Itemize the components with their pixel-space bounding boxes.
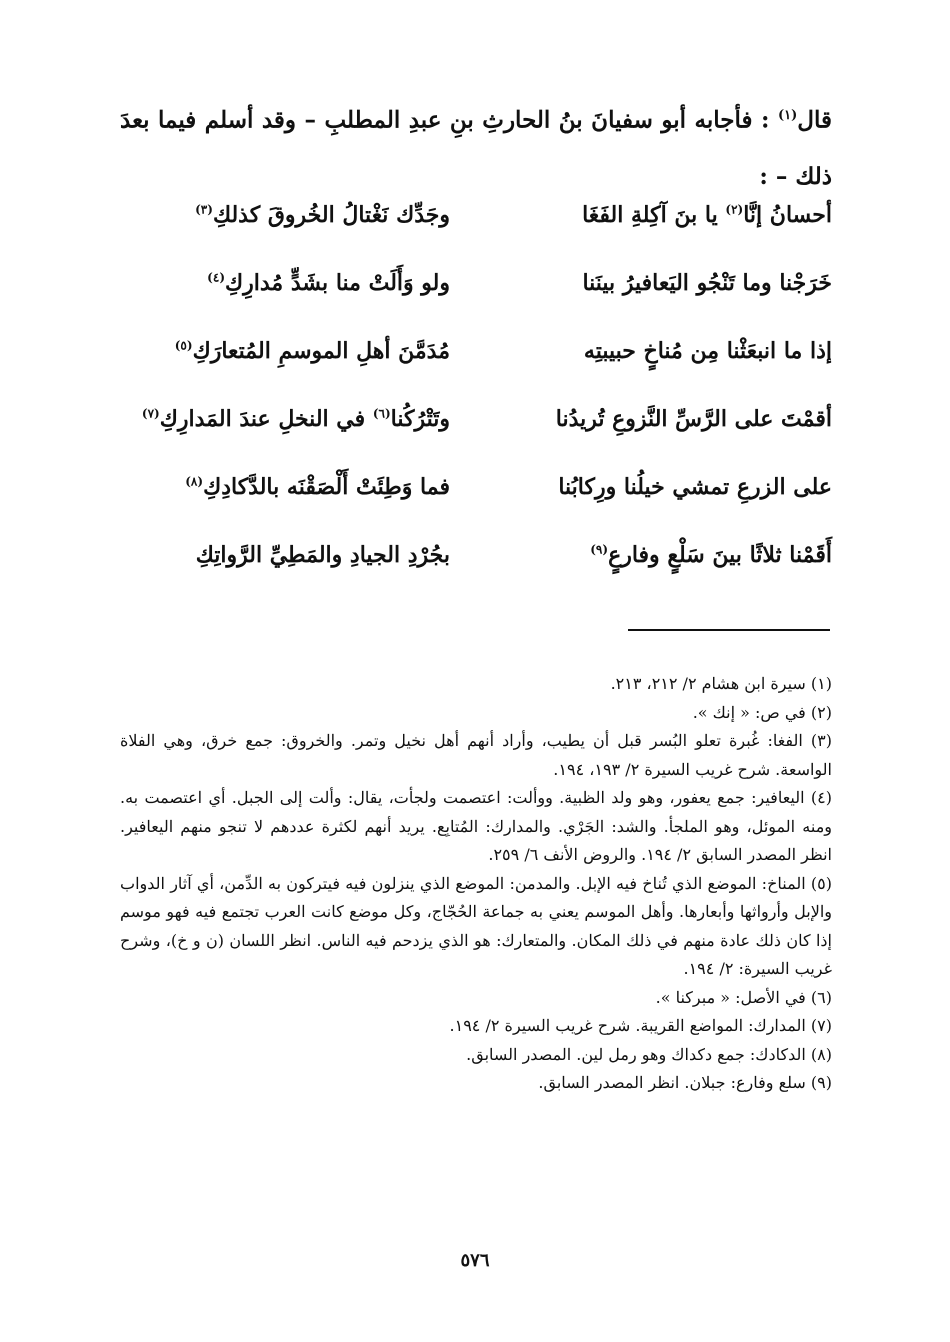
intro-lead: قال xyxy=(797,106,832,134)
intro-text: : فأجابه أبو سفيانَ بنُ الحارثِ بنِ عبدِ المطلبِ – وقد أسلم فيما بعدَ ذلك – : xyxy=(120,106,832,190)
footnote: (٣) الفغا: غُبرة تعلو البُسر قبل أن يطيب، وأراد أنهم أهل نخيل وتمر. والخروق: جمع خرق، وهي الفلاة الواسعة. شرح غريب السيرة ٢/ ١٩٣، ١٩٤. xyxy=(120,731,832,779)
footnote: (٥) المناخ: الموضع الذي تُناخ فيه الإبل. والمدمن: الموضع الذي ينزلون فيه فيتركون به الدِّمن، أي آثار الدواب والإبل وأرواثها وأبعارها. وأهل الموسم يعني به جماعة الحُجّاج، وكل موضع كانت العرب تجتمع فيه فهو موسم إذا كان ذلك عادة منهم في ذلك المكان. والمتعارك: هو الذي يزدحم فيه الناس. انظر اللسان (ن و خ)، وشرح غريب السيرة: ٢/ ١٩٤. xyxy=(120,873,833,978)
poem-verse xyxy=(120,542,832,582)
hemistich-first: خَرَجْنا وما تَنْجُو اليَعافيرُ بينَنا xyxy=(582,270,832,296)
footnote: (١) سيرة ابن هشام ٢/ ٢١٢، ٢١٣. xyxy=(610,674,832,693)
hemistich-second: بجُرْدِ الجيادِ والمَطِيِّ الرَّواتِكِ xyxy=(195,542,450,568)
footnote: (٨) الدكادك: جمع دكداك وهو رمل لين. المصدر السابق. xyxy=(466,1044,832,1064)
footnote-separator xyxy=(628,629,830,631)
hemistich-second: وتَتْرُكُنا$^{(٦)}$ في النخلِ عندَ المَدارِكِ$^{(٧)}$ xyxy=(141,406,450,432)
poem-verse xyxy=(120,474,832,514)
hemistich-first: إذا ما انبعَثْنا مِن مُناخٍ حبيبتِه xyxy=(583,338,832,364)
footnote: (٤) اليعافير: جمع يعفور، وهو ولد الظبية. ووألت: اعتصمت ولجأت، يقال: وألت إلى الجبل. أي اعتصمت به. ومنه الموئل، وهو الملجأ. والشد: الجَرْي. والمدارك: المُتابِع. يريد أنهم لكثرة عددهم لا تنجو منهم اليعافير. انظر المصدر السابق ٢/ ١٩٤. والروض الأنف ٦/ ٢٥٩. xyxy=(120,788,832,864)
hemistich-second: فما وَطِئَتْ أَلْصَقْنَه بالدَّكادِكِ$^{(٨)}$ xyxy=(185,474,450,500)
hemistich-first: على الزرعِ تمشي خيلُنا ورِكابُنا xyxy=(558,474,832,500)
hemistich-second: مُدَمَّنَ أهلِ الموسمِ المُتعارَكِ$^{(٥)}$ xyxy=(174,338,450,364)
footnote: (٧) المدارك: المواضع القريبة. شرح غريب السيرة ٢/ ١٩٤. xyxy=(449,1016,832,1035)
footnote: (٩) سلع وفارع: جبلان. انظر المصدر السابق. xyxy=(538,1073,832,1092)
footnote: (٢) في ص: « إنك ». xyxy=(692,702,832,722)
footnote-ref: (١) xyxy=(777,108,798,123)
hemistich-first: أَقَمْنا ثلاثًا بينَ سَلْعٍ وفارعٍ$^{(٩)}$ xyxy=(590,542,832,568)
hemistich-second: وجَدِّك نَغْتالُ الخُروقَ كذلكِ$^{(٣)}$ xyxy=(195,202,450,228)
poem-verse xyxy=(120,406,832,446)
footnotes xyxy=(120,670,832,1098)
hemistich-first: أقمْتَ على الرَّسِّ النَّزوعِ تُريدُنا xyxy=(555,406,832,432)
footnote: (٦) في الأصل: « مبركنا ». xyxy=(655,987,832,1007)
hemistich-first: أحسانُ إنَّا$^{(٢)}$ يا بنَ آكِلةِ الفَغَا xyxy=(582,202,832,228)
poem-verse xyxy=(120,270,832,310)
hemistich-second: ولو وَأَلَتْ منا بشَدٍّ مُدارِكِ$^{(٤)}$ xyxy=(207,270,450,296)
page-number: ٥٧٦ xyxy=(460,1250,490,1271)
poem-verse xyxy=(120,338,832,378)
intro-paragraph xyxy=(120,88,832,205)
poem-verse xyxy=(120,202,832,242)
